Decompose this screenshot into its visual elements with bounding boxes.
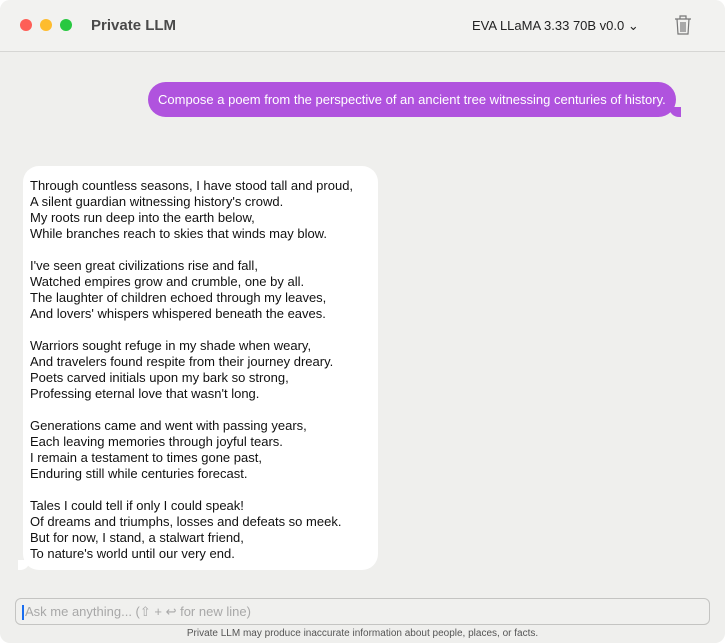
poem-stanza bbox=[30, 258, 371, 322]
poem-stanza bbox=[30, 498, 371, 562]
assistant-message-bubble bbox=[23, 166, 378, 570]
text-caret bbox=[22, 605, 24, 620]
zoom-button[interactable] bbox=[60, 19, 72, 31]
title-bar bbox=[0, 0, 725, 52]
poem-line: A silent guardian witnessing history's crowd. bbox=[30, 194, 284, 209]
app-title: Private LLM bbox=[91, 17, 177, 34]
model-selector[interactable] bbox=[472, 18, 639, 34]
poem-line: Watched empires grow and crumble, one by all. bbox=[30, 274, 305, 289]
poem-stanza bbox=[30, 338, 371, 402]
poem-line: And lovers' whispers whispered beneath the eaves. bbox=[30, 306, 326, 321]
poem-line: Enduring still while centuries forecast. bbox=[30, 466, 248, 481]
poem-line: While branches reach to skies that winds may blow. bbox=[30, 226, 327, 241]
poem-line: I remain a testament to times gone past, bbox=[30, 450, 262, 465]
poem-line: Poets carved initials upon my bark so strong, bbox=[30, 370, 289, 385]
prompt-input[interactable] bbox=[15, 598, 710, 625]
poem-line: Professing eternal love that wasn't long. bbox=[30, 386, 260, 401]
poem-line: My roots run deep into the earth below, bbox=[30, 210, 255, 225]
poem-stanza bbox=[30, 418, 371, 482]
poem-line: Through countless seasons, I have stood tall and proud, bbox=[30, 178, 354, 193]
trash-icon[interactable] bbox=[674, 14, 692, 36]
poem-line: To nature's world until our very end. bbox=[30, 546, 235, 561]
model-name: EVA LLaMA 3.33 70B v0.0 bbox=[472, 18, 625, 33]
chevron-down-icon: ⌄ bbox=[627, 18, 639, 33]
poem-line: I've seen great civilizations rise and fall, bbox=[30, 258, 258, 273]
minimize-button[interactable] bbox=[40, 19, 52, 31]
poem-line: But for now, I stand, a stalwart friend, bbox=[30, 530, 244, 545]
input-placeholder: Ask me anything... (⇧ + ↩ for new line) bbox=[25, 604, 251, 619]
poem-stanza bbox=[30, 178, 371, 242]
poem-line: Warriors sought refuge in my shade when weary, bbox=[30, 338, 312, 353]
poem-line: And travelers found respite from their journey dreary. bbox=[30, 354, 334, 369]
poem-line: Tales I could tell if only I could speak! bbox=[30, 498, 244, 513]
poem-line: The laughter of children echoed through my leaves, bbox=[30, 290, 327, 305]
poem-line: Each leaving memories through joyful tears. bbox=[30, 434, 283, 449]
poem-line: Of dreams and triumphs, losses and defeats so meek. bbox=[30, 514, 342, 529]
poem-line: Generations came and went with passing years, bbox=[30, 418, 307, 433]
user-message-bubble: Compose a poem from the perspective of an ancient tree witnessing centuries of history. bbox=[148, 82, 676, 117]
disclaimer: Private LLM may produce inaccurate information about people, places, or facts. bbox=[186, 628, 539, 639]
close-button[interactable] bbox=[20, 19, 32, 31]
